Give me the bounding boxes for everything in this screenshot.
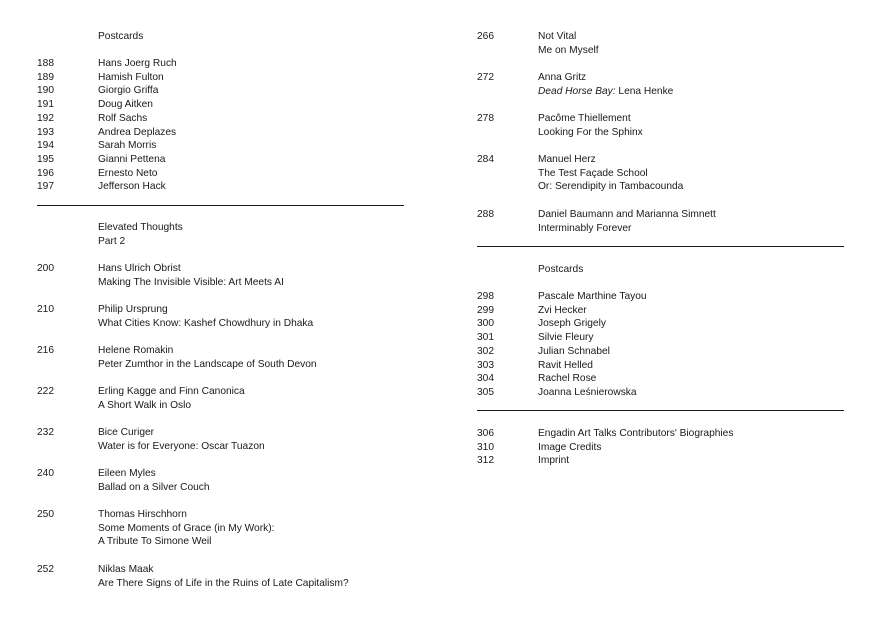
entry-author: Eileen Myles — [98, 468, 156, 479]
entry-author: Philip Ursprung — [98, 304, 168, 315]
entry-name: Rolf Sachs — [98, 112, 148, 124]
entry-title-continued: A Tribute To Simone Weil — [98, 536, 212, 548]
entry-name: Jefferson Hack — [98, 181, 166, 193]
page-number: 250 — [37, 509, 54, 520]
entry-name: Sarah Morris — [98, 140, 157, 152]
page-number: 299 — [477, 304, 494, 316]
page-number: 197 — [37, 181, 54, 193]
page-number: 284 — [477, 154, 494, 165]
entry-author: Erling Kagge and Finn Canonica — [98, 386, 245, 397]
page-number: 222 — [37, 386, 54, 397]
page-number: 190 — [37, 85, 54, 97]
page-number: 304 — [477, 373, 494, 385]
page-number: 232 — [37, 427, 54, 438]
entry-name: Engadin Art Talks Contributors' Biographies — [538, 428, 734, 439]
entry-name: Joseph Grigely — [538, 318, 606, 330]
entry-title: What Cities Know: Kashef Chowdhury in Dhaka — [98, 317, 314, 329]
page-number: 302 — [477, 345, 494, 357]
entry-author: Pacôme Thiellement — [538, 113, 631, 124]
entry-name: Pascale Marthine Tayou — [538, 291, 647, 302]
entry-author: Thomas Hirschhorn — [98, 509, 187, 520]
page-number: 303 — [477, 359, 494, 371]
entry-title: Some Moments of Grace (in My Work): — [98, 522, 275, 534]
entry-name: Hamish Fulton — [98, 71, 164, 83]
page-number: 195 — [37, 153, 54, 165]
page-number: 300 — [477, 318, 494, 330]
page-number: 252 — [37, 564, 54, 575]
entry-name: Andrea Deplazes — [98, 126, 177, 138]
page-number: 216 — [37, 345, 54, 356]
entry-author: Helene Romakin — [98, 345, 174, 356]
entry-title: A Short Walk in Oslo — [98, 399, 192, 411]
page-number: 191 — [37, 99, 54, 111]
page-number: 306 — [477, 428, 494, 439]
page-number: 193 — [37, 126, 54, 138]
page-number: 266 — [477, 31, 494, 42]
entry-author: Manuel Herz — [538, 154, 596, 165]
entry-author: Daniel Baumann and Marianna Simnett — [538, 209, 716, 220]
entry-name: Gianni Pettena — [98, 153, 166, 165]
section-divider — [37, 205, 404, 206]
page-number: 196 — [37, 167, 54, 179]
entry-author: Bice Curiger — [98, 427, 155, 438]
page-number: 192 — [37, 112, 54, 124]
entry-title — [538, 85, 673, 99]
entry-author: Not Vital — [538, 31, 577, 42]
entry-author: Hans Ulrich Obrist — [98, 263, 181, 274]
entry-title: Are There Signs of Life in the Ruins of Late Capitalism? — [98, 577, 349, 589]
page-number: 188 — [37, 58, 54, 69]
page-number: 312 — [477, 455, 494, 467]
entry-title: Looking For the Sphinx — [538, 126, 643, 138]
section-heading-line2: Part 2 — [98, 235, 126, 247]
section-heading-line1: Elevated Thoughts — [98, 222, 183, 233]
entry-title: Me on Myself — [538, 44, 599, 56]
page-number: 301 — [477, 332, 494, 344]
page-number: 288 — [477, 209, 494, 220]
entry-title: Making The Invisible Visible: Art Meets AI — [98, 276, 284, 288]
entry-name: Zvi Hecker — [538, 304, 587, 316]
entry-author: Niklas Maak — [98, 564, 154, 575]
entry-name: Silvie Fleury — [538, 332, 594, 344]
entry-name: Rachel Rose — [538, 373, 597, 385]
entry-name: Julian Schnabel — [538, 345, 610, 357]
entry-author: Anna Gritz — [538, 72, 587, 83]
page-number: 310 — [477, 441, 494, 453]
entry-title: The Test Façade School — [538, 167, 648, 179]
page-number: 240 — [37, 468, 54, 479]
entry-name: Ernesto Neto — [98, 167, 158, 179]
entry-title: Water is for Everyone: Oscar Tuazon — [98, 440, 265, 452]
entry-name: Giorgio Griffa — [98, 85, 159, 97]
entry-title: Ballad on a Silver Couch — [98, 481, 210, 493]
entry-title: Interminably Forever — [538, 222, 632, 234]
page-number: 194 — [37, 140, 54, 152]
entry-name: Doug Aitken — [98, 99, 153, 111]
entry-name: Joanna Leśnierowska — [538, 386, 637, 398]
section-divider — [477, 410, 844, 411]
page-number: 189 — [37, 71, 54, 83]
page-number: 298 — [477, 291, 494, 302]
section-divider — [477, 246, 844, 247]
entry-title-continued: Or: Serendipity in Tambacounda — [538, 181, 684, 193]
page-number: 278 — [477, 113, 494, 124]
entry-name: Imprint — [538, 455, 570, 467]
page-number: 200 — [37, 263, 54, 274]
entry-title-rest: Lena Henke — [615, 85, 674, 97]
page-number: 305 — [477, 386, 494, 398]
entry-name: Ravit Helled — [538, 359, 593, 371]
page-number: 210 — [37, 304, 54, 315]
page-number: 272 — [477, 72, 494, 83]
entry-name: Image Credits — [538, 441, 602, 453]
entry-title-italic: Dead Horse Bay: — [538, 85, 616, 97]
entry-title: Peter Zumthor in the Landscape of South Devon — [98, 358, 317, 370]
entry-name: Hans Joerg Ruch — [98, 58, 177, 69]
